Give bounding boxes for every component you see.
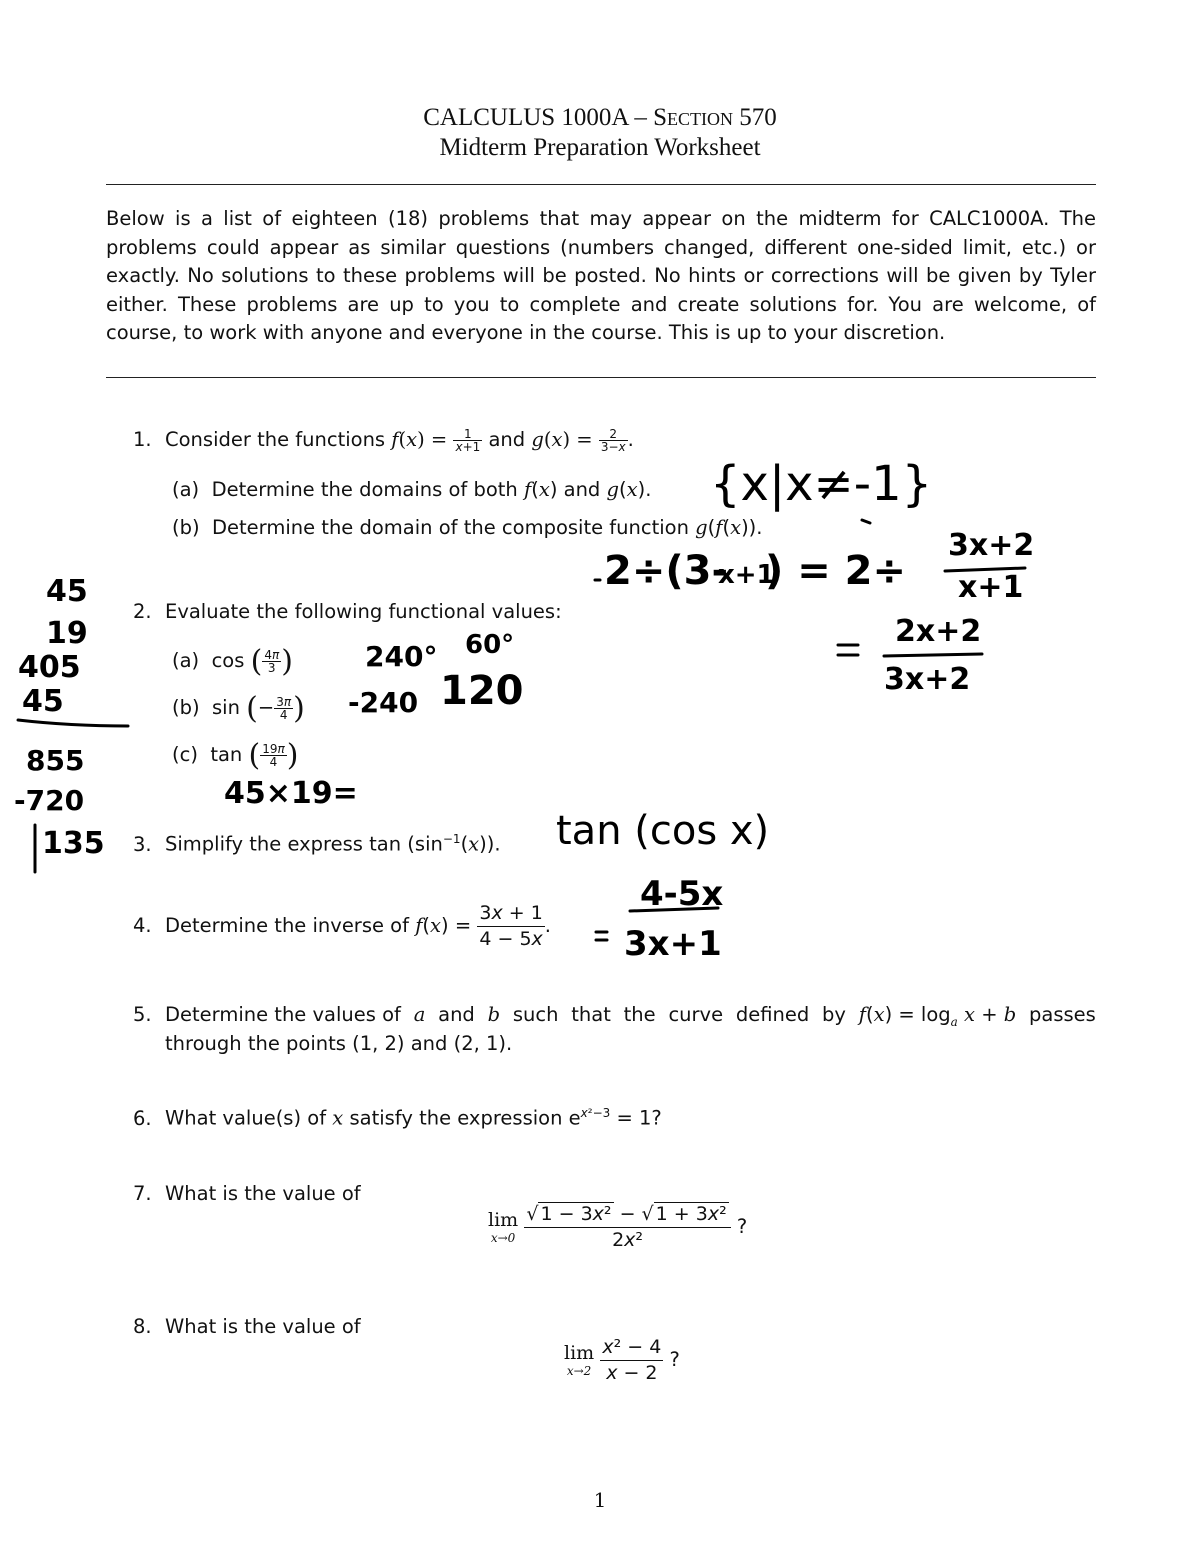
- fraction-bar-2: [884, 654, 982, 656]
- handwriting-multiplication: 45×19=: [224, 776, 358, 811]
- problem-7: 7. What is the value of: [133, 1182, 361, 1205]
- problem-7-limit: lim x→0 $\frac{\text{√ 1 − 3x² − √ 1 + 3x²}}{\text{2x²}}$ ?: [488, 1203, 748, 1251]
- handwriting-col-3: 405: [18, 650, 81, 685]
- page-number: 1: [593, 1488, 607, 1512]
- page-title: CALCULUS 1000A – Section 570: [423, 104, 777, 131]
- problem-2a: (a) cos ( $\frac{4\pi}{3}$ ): [172, 644, 293, 679]
- handwriting-60: 60°: [465, 630, 515, 660]
- handwriting-neg240: -240: [348, 686, 419, 719]
- problem-2b: (b) sin (− $\frac{3\pi}{4}$ ): [172, 691, 305, 726]
- handwriting-inverse-den: 3x+1: [624, 924, 722, 964]
- handwriting-domain: {x|x≠-1}: [710, 456, 933, 512]
- handwriting-240: 240°: [365, 640, 438, 673]
- problem-3: 3. Simplify the express $\tan (\sin^{-1}(x))$.: [133, 832, 501, 856]
- intro-paragraph: Below is a list of eighteen (18) problems that may appear on the midterm for CALC1000A. The problems could appear as similar questions (numbers changed, different one-sided limit, etc.) or exactly. No solutions to these problems will be posted. No hints or corrections will be given by Tyler either. These problems are up to you to complete and create solutions for. You are welcome, of course, to work with anyone and everyone in the course. This is up to your discretion.: [106, 207, 1096, 344]
- handwriting-composite-1b: x+1: [718, 560, 775, 590]
- problem-5-line2: through the points (1, 2) and (2, 1).: [165, 1032, 513, 1055]
- problem-2c: (c) tan ( $\frac{19\pi}{4}$ ): [172, 738, 299, 773]
- handwriting-col-2: 19: [46, 616, 88, 651]
- handwriting-composite-1c: ) = 2÷: [765, 548, 906, 594]
- problem-2: 2. Evaluate the following functional values:: [133, 600, 562, 623]
- handwriting-tan-cos: tan (cos x): [556, 808, 770, 854]
- column-sum-line: [18, 720, 128, 726]
- handwriting-eq2-den: 3x+2: [884, 662, 971, 697]
- page-subtitle: Midterm Preparation Worksheet: [439, 134, 761, 161]
- problem-8: 8. What is the value of: [133, 1315, 361, 1338]
- handwriting-comp-den: x+1: [958, 570, 1024, 605]
- handwriting-col-5: 855: [26, 744, 85, 777]
- problem-1a: (a) Determine the domains of both f(x) and g(x).: [172, 478, 652, 501]
- problem-1: 1. Consider the functions f(x) = $\frac{1}{x+1}$ and g(x) = $\frac{2}{3-x}$ .: [133, 427, 634, 454]
- handwriting-col-7: 135: [42, 826, 105, 861]
- handwriting-col-6: -720: [14, 784, 85, 817]
- handwriting-composite-1: 2÷(3-: [604, 548, 729, 594]
- problem-1b: (b) Determine the domain of the composite function g(f(x)).: [172, 516, 763, 539]
- problem-4: 4. Determine the inverse of f(x) = $\frac{3x + 1}{4 - 5x}$ .: [133, 902, 551, 950]
- domain-brace-tail: [862, 520, 870, 523]
- handwriting-col-1: 45: [46, 574, 88, 609]
- problem-6: 6. What value(s) of x satisfy the expression $e^{x^2-3} = 1$?: [133, 1106, 662, 1130]
- problem-5: 5. Determine the values of a and b such that the curve defined by $f(x) = \log_a x + b$ passes: [133, 1003, 1096, 1029]
- handwriting-120: 120: [440, 668, 524, 714]
- problem-8-limit: lim x→2 $\frac{\text{x² − 4}}{x - 2}$ ?: [564, 1336, 680, 1384]
- handwriting-col-4: 45: [22, 684, 64, 719]
- handwriting-inverse-num: 4-5x: [640, 874, 724, 914]
- handwriting-comp-num: 3x+2: [948, 528, 1035, 563]
- handwriting-eq2-num: 2x+2: [895, 614, 982, 649]
